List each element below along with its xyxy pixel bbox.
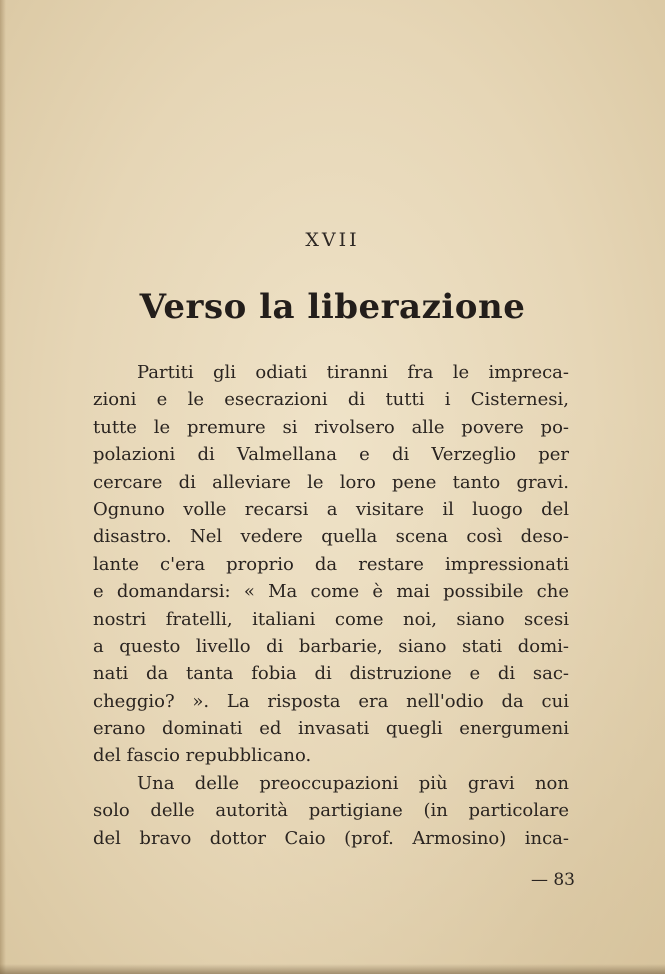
text-line: a questo livello di barbarie, siano stati domi- [93, 635, 569, 657]
text-line: Partiti gli odiati tiranni fra le impreca- [137, 362, 569, 383]
chapter-title: Verso la liberazione [139, 287, 526, 327]
text-line: disastro. Nel vedere quella scena così deso- [93, 526, 569, 548]
text-line: e domandarsi: « Ma come è mai possibile che [93, 581, 569, 603]
text-line: nostri fratelli, italiani come noi, siano scesi [93, 608, 569, 630]
page-bottom-shadow [0, 964, 665, 974]
text-line: cheggio? ». La risposta era nell'odio da cui [93, 690, 569, 712]
text-line: cercare di alleviare le loro pene tanto gravi. [93, 471, 569, 493]
text-line: erano dominati ed invasati quegli energumeni [93, 718, 569, 740]
text-line: nati da tanta fobia di distruzione e di sac- [93, 663, 569, 685]
text-line: solo delle autorità partigiane (in particolare [93, 800, 569, 822]
page-number: — 83 [530, 870, 575, 890]
text-line: polazioni di Valmellana e di Verzeglio per [93, 444, 569, 466]
page-edge-shadow [0, 0, 6, 974]
text-line: lante c'era proprio da restare impressionati [93, 553, 569, 575]
text-line: Una delle preoccupazioni più gravi non [137, 772, 569, 794]
text-line: Ognuno volle recarsi a visitare il luogo del [93, 498, 569, 520]
text-line: del bravo dottor Caio (prof. Armosino) inca- [93, 827, 569, 849]
text-line: tutte le premure si rivolsero alle povere po- [93, 416, 569, 438]
chapter-number: XVII [305, 229, 360, 251]
body-text [93, 359, 569, 852]
text-line: del fascio repubblicano. [93, 745, 312, 767]
text-line: zioni e le esecrazioni di tutti i Cisternesi, [93, 389, 569, 411]
